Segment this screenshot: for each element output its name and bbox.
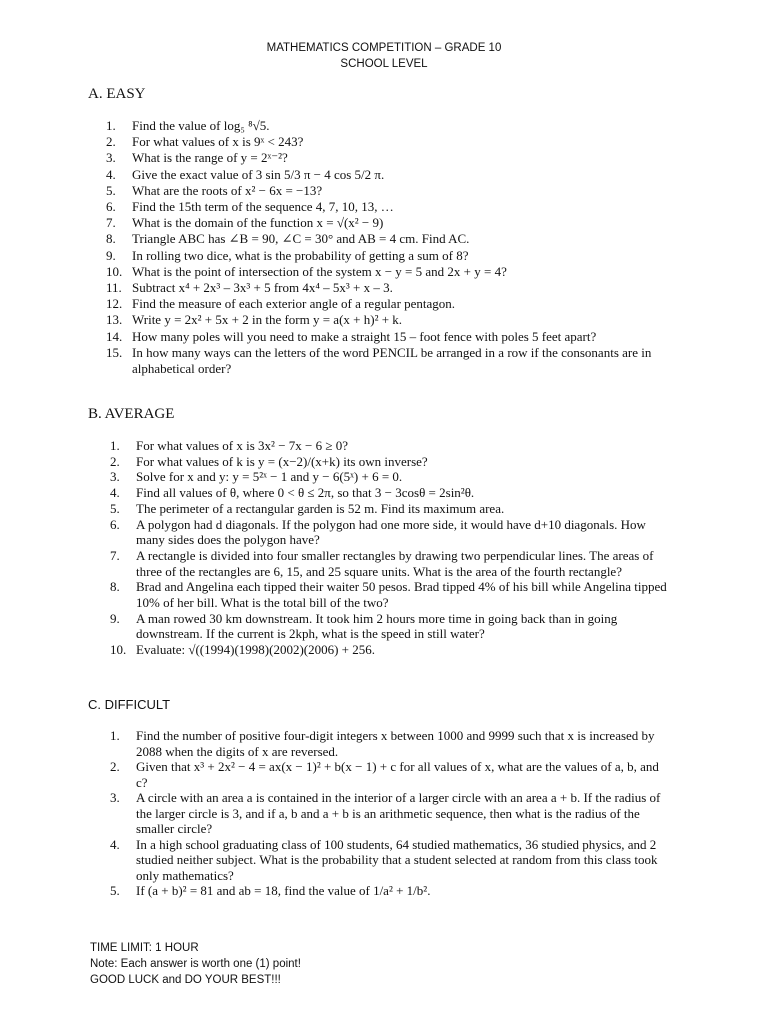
list-item: 2. For what values of x is 9ˣ < 243? — [106, 134, 304, 150]
list-item: 8. Triangle ABC has ∠B = 90, ∠C = 30° and AB = 4 cm. Find AC. — [106, 231, 470, 247]
good-luck-text: GOOD LUCK and DO YOUR BEST!!! — [90, 974, 281, 986]
list-item: 2. Given that x³ + 2x² − 4 = ax(x − 1)² + b(x − 1) + c for all values of x, what are the values of a, b, and c? — [110, 759, 659, 790]
list-item: 4. In a high school graduating class of 100 students, 64 studied mathematics, 36 studied physics, and 2 studied neither subject. What is the probability that a student selected at random from this class took only mathematics? — [110, 836, 658, 883]
list-item: 1. Find the value of log₅ ⁸√5. — [106, 118, 270, 133]
list-item: 1. Find the number of positive four-digit integers x between 1000 and 9999 such that x is increased by 2088 when the digits of x are reversed. — [110, 728, 655, 759]
document-footer — [90, 940, 301, 988]
list-item: 9. A man rowed 30 km downstream. It took him 2 hours more time in going back than in going downstream. If the current is 2kph, what is the speed in still water? — [110, 610, 618, 642]
average-question-list — [110, 438, 670, 658]
list-item: 12. Find the measure of each exterior angle of a regular pentagon. — [106, 296, 456, 312]
list-item: 11. Subtract x⁴ + 2x³ – 3x³ + 5 from 4x⁴ – 5x³ + x – 3. — [106, 280, 393, 296]
scoring-note-text: Note: Each answer is worth one (1) point! — [90, 958, 301, 970]
list-item: 13. Write y = 2x² + 5x + 2 in the form y = a(x + h)² + k. — [106, 312, 403, 328]
list-item: 14. How many poles will you need to make a straight 15 – foot fence with poles 5 feet apart? — [106, 328, 597, 344]
list-item: 10. What is the point of intersection of the system x − y = 5 and 2x + y = 4? — [106, 263, 507, 279]
list-item: 5. The perimeter of a rectangular garden is 52 m. Find its maximum area. — [110, 500, 505, 516]
easy-question-list — [106, 118, 666, 377]
list-item: 4. Give the exact value of 3 sin 5/3 π − 4 cos 5/2 π. — [106, 166, 385, 182]
document-title: MATHEMATICS COMPETITION – GRADE 10 — [266, 42, 502, 54]
list-item: 8. Brad and Angelina each tipped their waiter 50 pesos. Brad tipped 4% of his bill while Angelina tipped 10% of her bill. What is the total bill of the two? — [110, 579, 667, 611]
list-item: 2. For what values of k is y = (x−2)/(x+k) its own inverse? — [110, 453, 428, 469]
section-heading-difficult: C. DIFFICULT — [88, 697, 171, 712]
document-subtitle: SCHOOL LEVEL — [340, 58, 428, 70]
list-item: 6. Find the 15th term of the sequence 4, 7, 10, 13, … — [106, 199, 394, 215]
list-item: 3. Solve for x and y: y = 5²ˣ − 1 and y − 6(5ˣ) + 6 = 0. — [110, 469, 403, 485]
list-item: 1. For what values of x is 3x² − 7x − 6 ≥ 0? — [110, 438, 349, 453]
list-item: 3. A circle with an area a is contained in the interior of a larger circle with an area a + b. If the radius of the larger circle is 3, and if a, b and a + b is an arithmetic sequence, then what is the radius of the smaller circle? — [110, 790, 661, 836]
list-item: 9. In rolling two dice, what is the probability of getting a sum of 8? — [106, 247, 469, 263]
section-heading-easy: A. EASY — [88, 86, 146, 102]
list-item: 4. Find all values of θ, where 0 < θ ≤ 2π, so that 3 − 3cosθ = 2sin²θ. — [110, 485, 475, 501]
list-item: 5. If (a + b)² = 81 and ab = 18, find the value of 1/a² + 1/b². — [110, 883, 431, 898]
time-limit-text: TIME LIMIT: 1 HOUR — [90, 942, 199, 954]
difficult-question-list — [110, 728, 670, 899]
list-item: 7. What is the domain of the function x = √(x² − 9) — [106, 215, 384, 231]
list-item: 10. Evaluate: √((1994)(1998)(2002)(2006) + 256. — [110, 642, 376, 658]
section-heading-average: B. AVERAGE — [88, 406, 175, 422]
list-item: 6. A polygon had d diagonals. If the polygon had one more side, it would have d+10 diagonals. How many sides does the polygon have? — [110, 516, 646, 548]
list-item: 5. What are the roots of x² − 6x = −13? — [106, 182, 323, 198]
list-item: 3. What is the range of y = 2ˣ⁻²? — [106, 150, 288, 166]
list-item: 15. In how many ways can the letters of the word PENCIL be arranged in a row if the consonants are in alphabetical order? — [106, 344, 652, 377]
list-item: 7. A rectangle is divided into four smaller rectangles by drawing two perpendicular lines. The areas of three of the rectangles are 6, 15, and 25 square units. What is the area of the fourth rectangle? — [110, 547, 654, 579]
